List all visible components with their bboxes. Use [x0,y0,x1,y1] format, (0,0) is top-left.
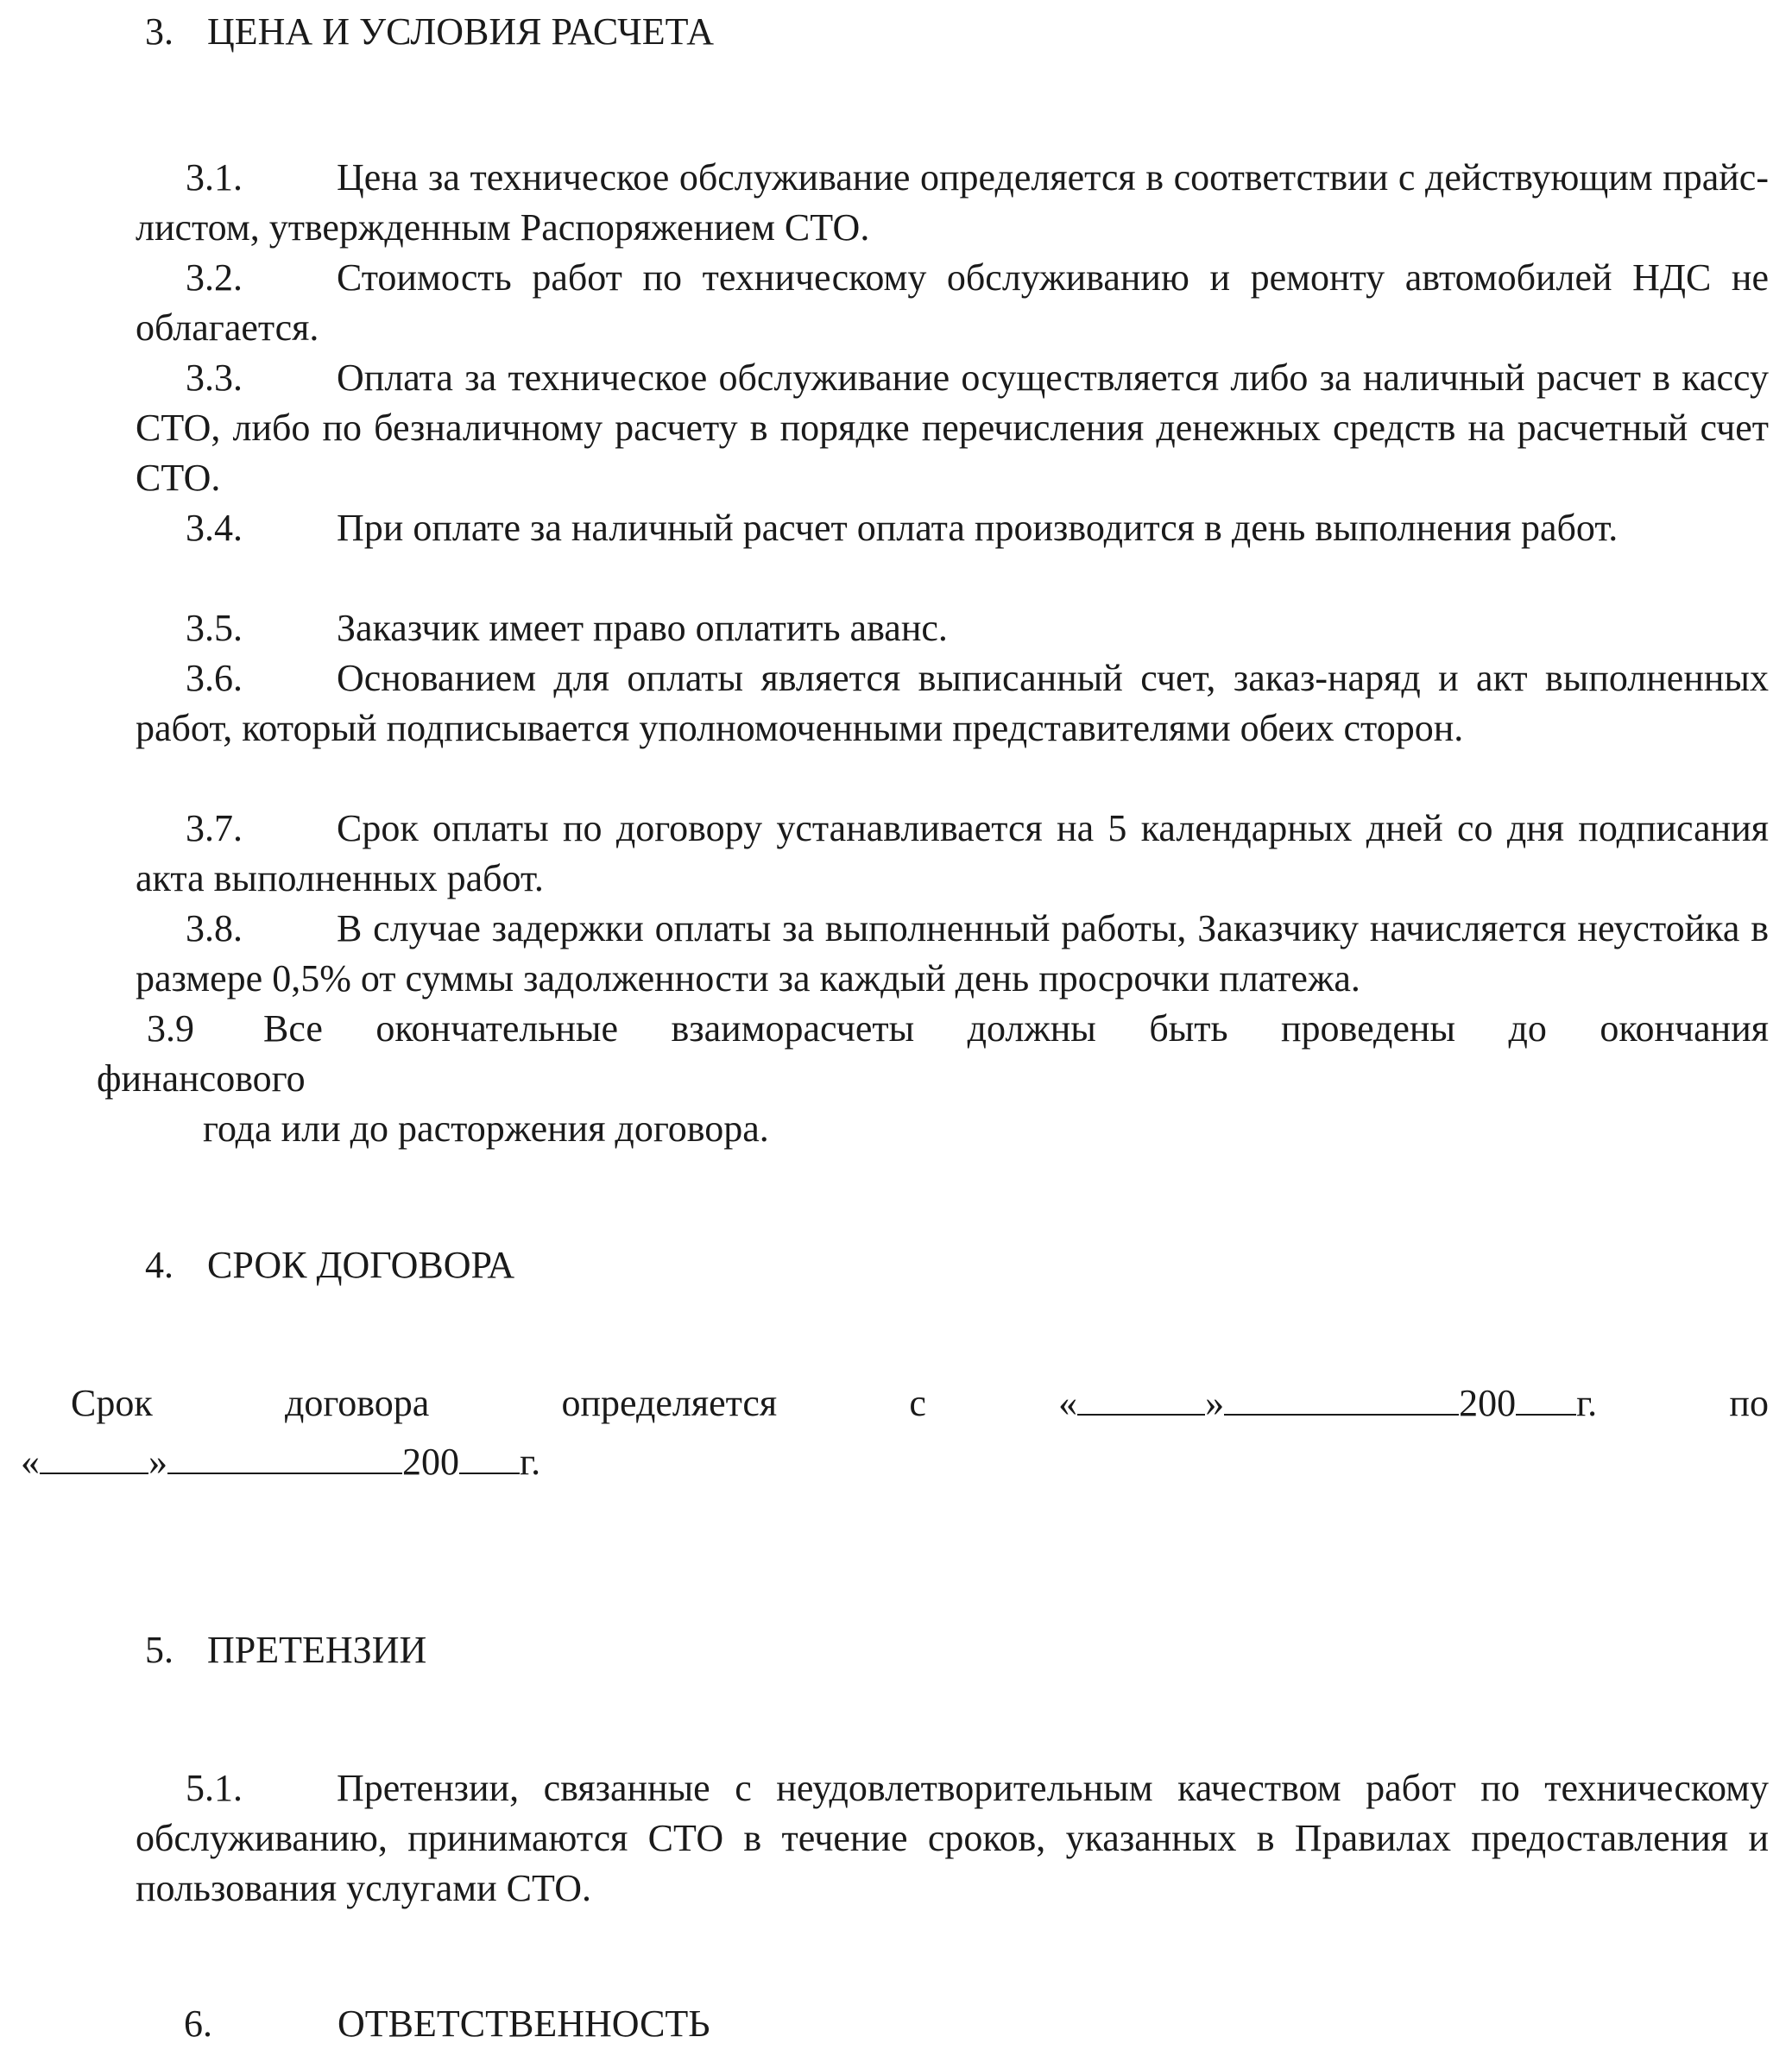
section-3-title: ЦЕНА И УСЛОВИЯ РАСЧЕТА [207,10,715,53]
section-6-heading [184,1999,710,2049]
start-month-blank [1224,1379,1459,1416]
section-5-number: 5. [145,1629,174,1671]
clause-3-9-line-3: года или до расторжения договора. [203,1107,769,1150]
clause-number: 3.2. [186,256,243,299]
clause-3-6 [136,653,1769,754]
clause-text: Заказчик имеет право оплатить аванс. [337,607,948,649]
clause-3-2 [136,253,1769,353]
clause-number: 3.8. [186,907,243,949]
clause-number: 3.1. [186,156,243,199]
clause-text: При оплате за наличный расчет оплата производится в день выполнения работ. [337,507,1618,549]
term-word-3: определяется [561,1382,778,1424]
clause-3-7 [136,804,1769,904]
start-year-blank [1516,1379,1576,1416]
term-word-4: с [909,1382,926,1424]
clause-text: Основанием для оплаты является выписанный счет, заказ-наряд и акт выполненных работ, который подписывается уполномоченными представителями обеих сторон. [136,657,1769,749]
clause-text: В случае задержки оплаты за выполненный работы, Заказчику начисляется неустойка в размере 0,5% от суммы задолженности за каждый день просрочки платежа. [136,907,1769,1000]
clause-text: Стоимость работ по техническому обслуживанию и ремонту автомобилей НДС не облагается. [136,256,1769,349]
clause-3-9-line-2: финансового [97,1057,306,1100]
end-day-blank [40,1438,148,1474]
end-year-blank [459,1438,520,1474]
section-5-heading [145,1625,426,1675]
section-3-heading [145,7,714,57]
clause-text: Все окончательные взаиморасчеты должны быть проведены до окончания [263,1007,1769,1050]
term-word-2: договора [284,1382,430,1424]
term-line-1 [71,1378,1769,1428]
clause-3-4 [136,503,1769,553]
clause-3-9-line-1 [147,1004,1769,1054]
clause-number: 3.5. [186,607,243,649]
clause-number: 3.4. [186,507,243,549]
clause-number: 3.9 [147,1007,194,1050]
clause-number: 3.7. [186,807,243,849]
clause-number: 5.1. [186,1767,243,1809]
clause-3-3 [136,353,1769,503]
clause-text: Оплата за техническое обслуживание осуществляется либо за наличный расчет в кассу СТО, либо по безналичному расчету в порядке перечисления денежных средств на расчетный счет СТО. [136,356,1769,499]
clause-text: Цена за техническое обслуживание определяется в соответствии с действующим прайс-листом, утвержденным Распоряжением СТО. [136,156,1769,249]
start-date: « » 200 г. [1058,1378,1597,1428]
section-5-title: ПРЕТЕНЗИИ [207,1629,427,1671]
clause-text: Срок оплаты по договору устанавливается на 5 календарных дней со дня подписания акта выполненных работ. [136,807,1769,899]
section-4-heading [145,1240,514,1290]
section-4-number: 4. [145,1244,174,1286]
clause-number: 3.6. [186,657,243,699]
clause-number: 3.3. [186,356,243,399]
section-6-title: ОТВЕТСТВЕННОСТЬ [338,2002,710,2045]
start-day-blank [1077,1379,1205,1416]
section-4-title: СРОК ДОГОВОРА [207,1244,515,1286]
end-month-blank [167,1438,402,1474]
term-word-1: Срок [71,1382,153,1424]
clause-3-1 [136,153,1769,253]
clause-3-8 [136,904,1769,1004]
clause-5-1 [136,1763,1769,1914]
clause-3-5 [136,603,1769,653]
term-word-po: по [1729,1382,1769,1424]
section-3-number: 3. [145,10,174,53]
clause-text: Претензии, связанные с неудовлетворительным качеством работ по техническому обслуживанию, принимаются СТО в течение сроков, указанных в Правилах предоставления и пользования услугами СТО. [136,1767,1769,1909]
section-6-number: 6. [184,2002,212,2045]
end-date: « » 200 г. [21,1437,540,1487]
